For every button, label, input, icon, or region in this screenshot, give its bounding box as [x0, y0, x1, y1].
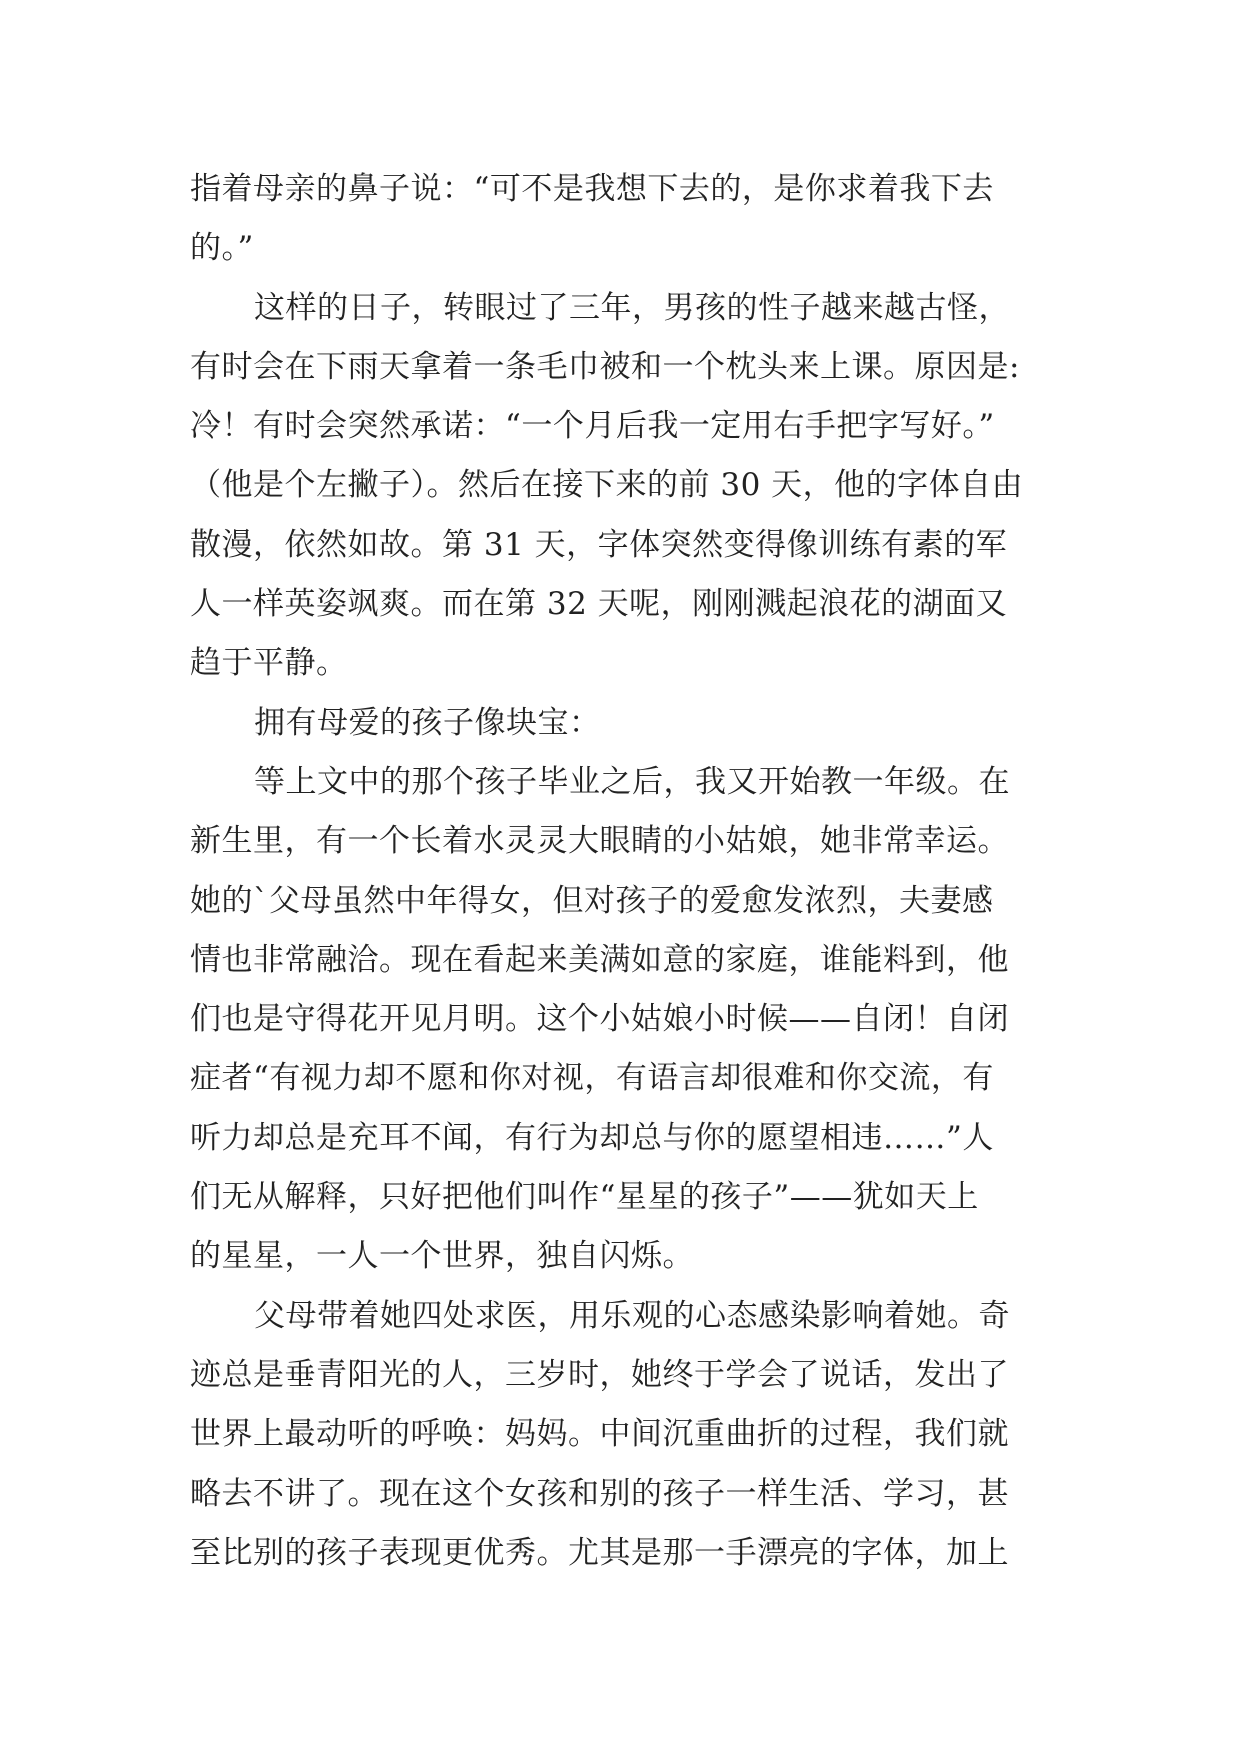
paragraph-first-line: 父母带着她四处求医，用乐观的心态感染影响着她。奇 — [254, 1297, 1010, 1334]
text-line: 人一样英姿飒爽。而在第 32 天呢，刚刚溅起浪花的湖面又 — [190, 586, 1008, 623]
text-line: 们也是守得花开见月明。这个小姑娘小时候——自闭！自闭 — [190, 1001, 1009, 1038]
text-line: 散漫，依然如故。第 31 天，字体突然变得像训练有素的军 — [190, 526, 1008, 563]
text-line: 的星星，一人一个世界，独自闪烁。 — [190, 1238, 694, 1275]
text-line: 有时会在下雨天拿着一条毛巾被和一个枕头来上课。原因是: — [190, 348, 1020, 385]
text-line: 听力却总是充耳不闻，有行为却总与你的愿望相违……”人 — [190, 1119, 994, 1156]
text-line: 们无从解释，只好把他们叫作“星星的孩子”——犹如天上 — [190, 1179, 979, 1216]
text-line: 冷！有时会突然承诺：“一个月后我一定用右手把字写好。” — [190, 408, 995, 445]
text-line: 略去不讲了。现在这个女孩和别的孩子一样生活、学习，甚 — [190, 1475, 1009, 1512]
text-line: 症者“有视力却不愿和你对视，有语言却很难和你交流，有 — [190, 1060, 994, 1097]
text-line: （他是个左撇子）。然后在接下来的前 30 天，他的字体自由 — [190, 467, 1024, 504]
text-line: 她的`父母虽然中年得女，但对孩子的爱愈发浓烈，夫妻感 — [190, 882, 994, 919]
document-body — [190, 160, 1060, 1583]
text-line: 指着母亲的鼻子说：“可不是我想下去的，是你求着我下去 — [190, 171, 994, 207]
text-line: 情也非常融洽。现在看起来美满如意的家庭，谁能料到，他 — [190, 941, 1009, 978]
text-line: 新生里，有一个长着水灵灵大眼睛的小姑娘，她非常幸运。 — [190, 823, 1009, 860]
text-line: 世界上最动听的呼唤：妈妈。中间沉重曲折的过程，我们就 — [190, 1416, 1009, 1453]
section-heading: 拥有母爱的孩子像块宝： — [254, 704, 601, 741]
text-line: 趋于平静。 — [190, 645, 348, 682]
text-line: 迹总是垂青阳光的人，三岁时，她终于学会了说话，发出了 — [190, 1356, 1009, 1393]
paragraph-first-line: 等上文中的那个孩子毕业之后，我又开始教一年级。在 — [254, 763, 1010, 800]
paragraph-first-line: 这样的日子，转眼过了三年，男孩的性子越来越古怪， — [254, 289, 1010, 326]
text-line: 至比别的孩子表现更优秀。尤其是那一手漂亮的字体，加上 — [190, 1534, 1009, 1571]
text-line: 的。” — [190, 230, 254, 267]
